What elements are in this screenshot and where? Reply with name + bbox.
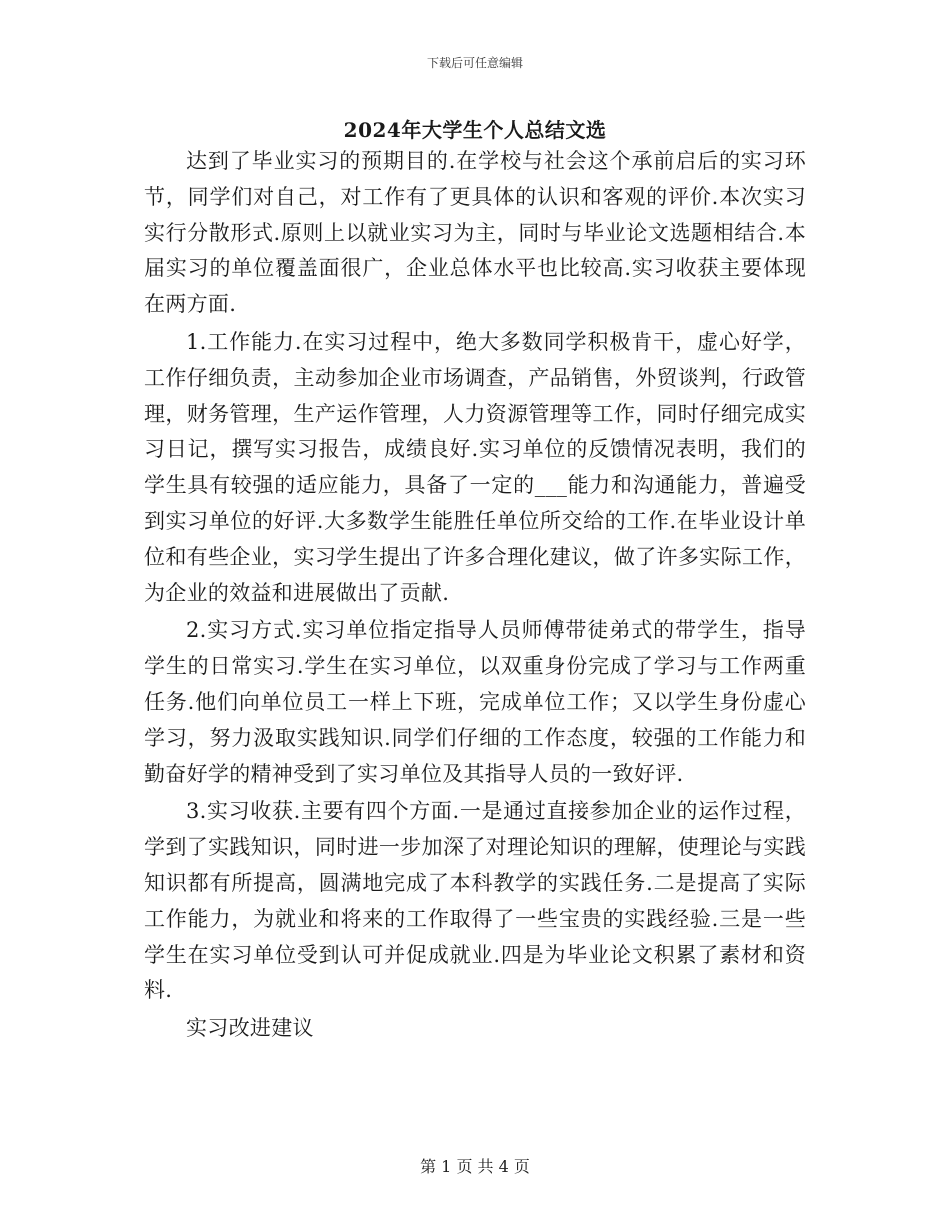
body-paragraph: 1.工作能力.在实习过程中，绝大多数同学积极肯干，虚心好学，工作仔细负责，主动参加企业市场调查，产品销售，外贸谈判，行政管理，财务管理，生产运作管理，人力资源管理等工作，同时仔细完成实习日记，撰写实习报告，成绩良好.实习单位的反馈情况表明，我们的学生具有较强的适应能力，具备了一定的___能力和沟通能力，普遍受到实习单位的好评.大多数学生能胜任单位所交给的工作.在毕业设计单位和有些企业，实习学生提出了许多合理化建议，做了许多实际工作，为企业的效益和进展做出了贡献.: [144, 329, 806, 605]
body-paragraph: 达到了毕业实习的预期目的.在学校与社会这个承前启后的实习环节，同学们对自己，对工作有了更具体的认识和客观的评价.本次实习实行分散形式.原则上以就业实习为主，同时与毕业论文选题相结合.本届实习的单位覆盖面很广，企业总体水平也比较高.实习收获主要体现在两方面.: [144, 149, 806, 317]
page-number: 第 1 页 共 4 页: [420, 1157, 530, 1176]
body-paragraph: 2.实习方式.实习单位指定指导人员师傅带徒弟式的带学生，指导学生的日常实习.学生在实习单位，以双重身份完成了学习与工作两重任务.他们向单位员工一样上下班，完成单位工作；又以学生身份虚心学习，努力汲取实践知识.同学们仔细的工作态度，较强的工作能力和勤奋好学的精神受到了实习单位及其指导人员的一致好评.: [144, 618, 806, 786]
document-title: 2024年大学生个人总结文选: [343, 118, 607, 142]
body-paragraph: 3.实习收获.主要有四个方面.一是通过直接参加企业的运作过程，学到了实践知识，同时进一步加深了对理论知识的理解，使理论与实践知识都有所提高，圆满地完成了本科教学的实践任务.二是提高了实际工作能力，为就业和将来的工作取得了一些宝贵的实践经验.三是一些学生在实习单位受到认可并促成就业.四是为毕业论文积累了素材和资料.: [144, 799, 806, 1003]
section-heading: 实习改进建议: [186, 1016, 314, 1041]
document-body: [144, 144, 806, 1049]
header-note: 下载后可任意编辑: [426, 56, 523, 70]
